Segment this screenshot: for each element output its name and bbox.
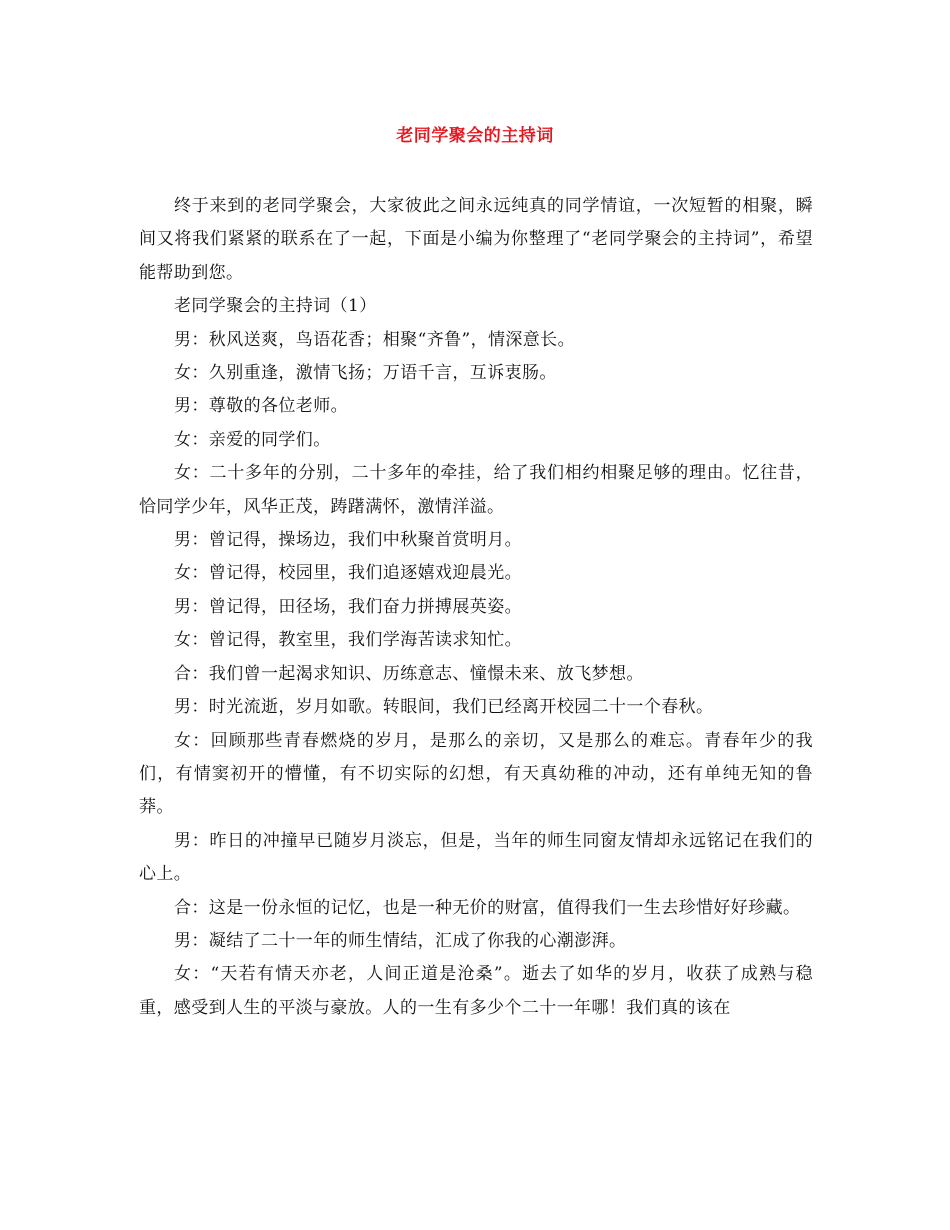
document-title: 老同学聚会的主持词 [396,126,554,146]
paragraph: 合：这是一份永恒的记忆，也是一种无价的财富，值得我们一生去珍惜好好珍藏。 [174,897,801,918]
paragraph: 女：久别重逢，激情飞扬；万语千言，互诉衷肠。 [174,363,557,384]
paragraph: 男：曾记得，田径场，我们奋力拼搏展英姿。 [174,596,522,617]
paragraph: 男：曾记得，操场边，我们中秋聚首赏明月。 [174,530,522,551]
document-body [139,190,813,1025]
paragraph: 女：“天若有情天亦老，人间正道是沧桑”。逝去了如华的岁月，收获了成熟与稳重，感受到人生的平淡与豪放。人的一生有多少个二十一年哪！我们真的该在 [139,964,813,1018]
paragraph: 女：曾记得，教室里，我们学海苦读求知忙。 [174,630,522,651]
paragraph: 终于来到的老同学聚会，大家彼此之间永远纯真的同学情谊，一次短暂的相聚，瞬间又将我们紧紧的联系在了一起，下面是小编为你整理了“老同学聚会的主持词”，希望能帮助到您。 [139,196,813,283]
paragraph: 女：回顾那些青春燃烧的岁月，是那么的亲切，又是那么的难忘。青春年少的我们，有情窦初开的懵懂，有不切实际的幻想，有天真幼稚的冲动，还有单纯无知的鲁莽。 [139,730,813,818]
paragraph: 男：尊敬的各位老师。 [174,396,348,417]
paragraph: 男：时光流逝，岁月如歌。转眼间，我们已经离开校园二十一个春秋。 [174,697,714,718]
paragraph: 女：亲爱的同学们。 [174,429,331,450]
paragraph: 男：昨日的冲撞早已随岁月淡忘，但是，当年的师生同窗友情却永远铭记在我们的心上。 [139,830,813,885]
paragraph: 合：我们曾一起渴求知识、历练意志、憧憬未来、放飞梦想。 [174,663,644,684]
paragraph: 老同学聚会的主持词（1） [174,296,377,317]
paragraph: 女：二十多年的分别，二十多年的牵挂，给了我们相约相聚足够的理由。忆往昔，恰同学少年，风华正茂，踌躇满怀，激情洋溢。 [139,463,813,517]
paragraph: 男：凝结了二十一年的师生情结，汇成了你我的心潮澎湃。 [174,930,627,951]
paragraph: 男：秋风送爽，鸟语花香；相聚“齐鲁”，情深意长。 [174,329,575,350]
paragraph: 女：曾记得，校园里，我们追逐嬉戏迎晨光。 [174,563,522,584]
